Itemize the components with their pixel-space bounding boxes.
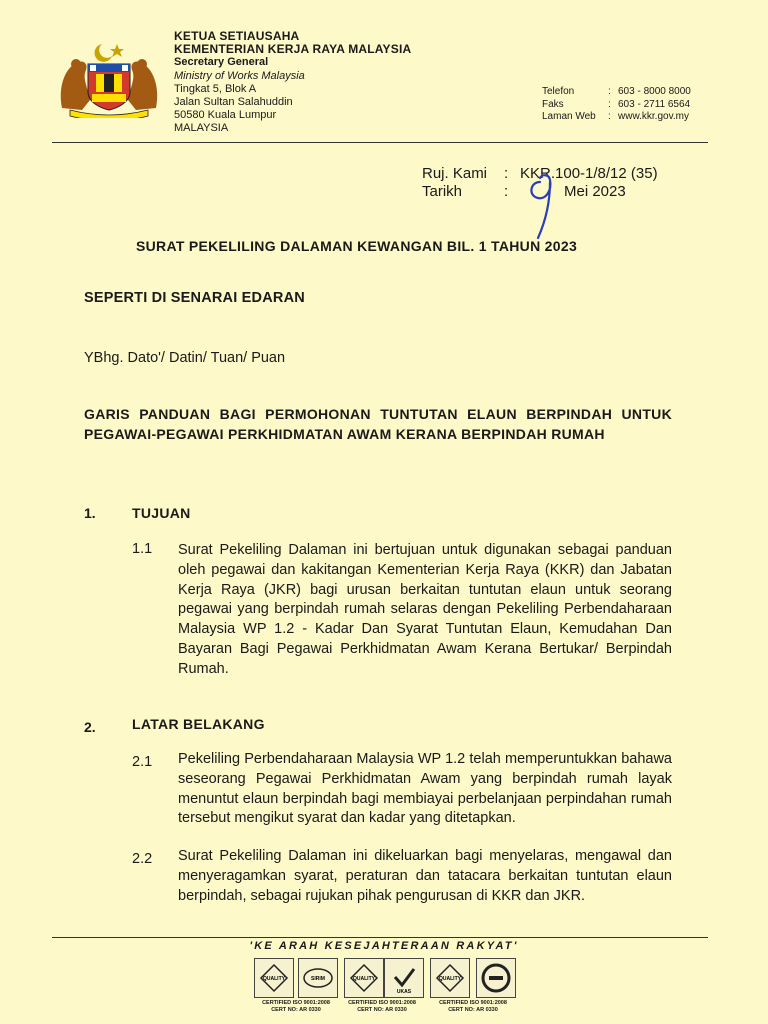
svg-text:UKAS: UKAS <box>396 989 412 995</box>
date-row: Tarikh : Mei 2023 <box>422 183 626 200</box>
recipients-heading: SEPERTI DI SENARAI EDARAN <box>84 290 305 306</box>
cert-caption <box>254 1000 338 1013</box>
cert-caption <box>344 1000 420 1013</box>
address-line: 50580 Kuala Lumpur <box>174 109 277 122</box>
cert-standard: CERTIFIED ISO 9001:2008 <box>262 1000 330 1006</box>
contact-label: Laman Web <box>542 111 596 122</box>
footer-divider <box>52 937 708 938</box>
address-line: Jalan Sultan Salahuddin <box>174 96 293 109</box>
ukas-checkmark-icon <box>384 958 424 998</box>
cert-standard: CERTIFIED ISO 9001:2008 <box>439 1000 507 1006</box>
section-title: TUJUAN <box>132 505 191 521</box>
footer-motto: 'KE ARAH KESEJAHTERAAN RAKYAT' <box>249 940 519 952</box>
coat-of-arms-icon <box>52 38 166 118</box>
contact-label: Telefon <box>542 86 575 97</box>
svg-text:QUALITY: QUALITY <box>439 976 461 982</box>
org-title: KETUA SETIAUSAHA <box>174 29 300 43</box>
contact-value: www.kkr.gov.my <box>618 111 689 122</box>
paragraph-text: Pekeliling Perbendaharaan Malaysia WP 1.2 telah memperuntukkan bahawa seseorang Pegawai Perkhidmatan Awam yang berpindah rumah layak menuntut elaun berpindah bagi membiayai perbelanjaan perpindahan rumah tersebut mengikut syarat dan kadar yang ditetapkan. <box>178 751 672 827</box>
paragraph-text: Surat Pekeliling Dalaman ini bertujuan untuk digunakan sebagai panduan oleh pegawai dan kakitangan Kementerian Kerja Raya (KKR) dan Jabatan Kerja Raya (JKR) bagi urusan berkaitan tuntutan elaun untuk seorang pegawai yang berpindah rumah selaras dengan Pekeliling Perbendaharaan Malaysia WP 1.2 - Kadar Dan Syarat Tuntutan Elaun, Kemudahan Dan Bayaran Bagi Pegawai Perkhidmatan Awam Kerana Bertukar/ Berpindah Rumah. <box>178 542 672 677</box>
contact-value: 603 - 8000 8000 <box>618 86 691 97</box>
header-divider <box>52 142 708 143</box>
address-line: MALAYSIA <box>174 122 229 135</box>
section-title: LATAR BELAKANG <box>132 716 265 732</box>
contact-row-web: Laman Web : www.kkr.gov.my <box>542 111 689 122</box>
paragraph-text: Surat Pekeliling Dalaman ini dikeluarkan bagi menyelaras, mengawal dan menyeragamkan syarat, peraturan dan tatacara berkaitan tuntutan elaun berpindah, sebagai rujukan pihak pengurusan di KKR dan JKR. <box>178 848 672 904</box>
org-title-en: Secretary General <box>174 56 269 69</box>
cert-number: CERT NO: AR 0330 <box>448 1006 498 1013</box>
certification-badge <box>430 958 516 1018</box>
quality-system-icon <box>344 958 384 998</box>
ref-row: Ruj. Kami : KKR.100-1/8/12 (35) <box>422 165 658 182</box>
org-name-en: Ministry of Works Malaysia <box>174 69 305 82</box>
svg-text:QUALITY: QUALITY <box>353 976 375 982</box>
document-title: SURAT PEKELILING DALAMAN KEWANGAN BIL. 1 TAHUN 2023 <box>136 238 578 254</box>
paragraph-number: 1.1 <box>132 541 153 557</box>
contact-row-fax: Faks : 603 - 2711 6564 <box>542 98 691 110</box>
date-label: Tarikh <box>422 183 463 200</box>
ref-label: Ruj. Kami <box>422 165 488 182</box>
contact-value: 603 - 2711 6564 <box>618 98 691 110</box>
date-value: Mei 2023 <box>564 183 626 200</box>
section-number: 1. <box>84 505 96 521</box>
paragraph-number: 2.2 <box>132 851 153 867</box>
certification-badge <box>344 958 420 1018</box>
section-number: 2. <box>84 719 96 735</box>
org-name: KEMENTERIAN KERJA RAYA MALAYSIA <box>174 42 412 57</box>
cert-standard: CERTIFIED ISO 9001:2008 <box>348 1000 416 1006</box>
contact-row-phone: Telefon : 603 - 8000 8000 <box>542 86 691 97</box>
organization-block <box>174 30 411 136</box>
iqnet-circle-icon <box>476 958 516 998</box>
contact-label: Faks <box>542 98 564 110</box>
handwritten-day-mark <box>520 160 570 240</box>
svg-text:SIRIM: SIRIM <box>311 976 325 982</box>
paragraph-number: 2.1 <box>132 754 153 770</box>
quality-system-icon <box>430 958 470 998</box>
cert-number: CERT NO: AR 0330 <box>271 1006 321 1013</box>
address-line: Tingkat 5, Blok A <box>174 82 257 95</box>
ref-value: KKR.100-1/8/12 (35) <box>520 165 658 182</box>
contact-block <box>542 86 691 124</box>
cert-caption <box>430 1000 516 1013</box>
cert-number: CERT NO: AR 0330 <box>357 1006 407 1013</box>
certification-badge <box>254 958 338 1018</box>
subject-heading: GARIS PANDUAN BAGI PERMOHONAN TUNTUTAN ELAUN BERPINDAH UNTUK PEGAWAI-PEGAWAI PERKHIDMATAN AWAM KERANA BERPINDAH RUMAH <box>84 406 672 442</box>
standards-mark-icon <box>298 958 338 998</box>
quality-system-icon <box>254 958 294 998</box>
svg-text:QUALITY: QUALITY <box>263 976 285 982</box>
salutation: YBhg. Dato'/ Datin/ Tuan/ Puan <box>84 350 286 366</box>
